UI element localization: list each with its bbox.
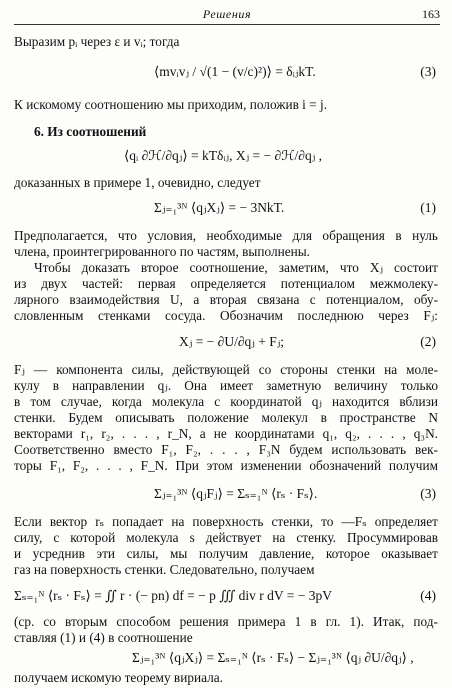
equation-line [14,650,436,670]
text-line: Выразим pᵢ через ε и vᵢ; тогда [14,34,180,49]
equation-line [14,64,436,86]
equation-line [14,200,436,222]
text-line: члена, проинтегрированного по частям, выполнены. [14,244,310,259]
text-line: торы F₁, F₂, . . . , F_N. При этом изменении обозначений получим [14,458,438,473]
equation-formula: Σⱼ₌₁³ᴺ ⟨qⱼFⱼ⟩ = Σₛ₌₁ᴺ ⟨rₛ · Fₛ⟩. [154,486,318,501]
text-line: получаем искомую теорему вириала. [14,670,223,685]
running-title: Решения [202,7,252,21]
text-line: из двух частей: первая определяется потенциалом межмолеку- [14,276,438,291]
equation-number: (3) [420,64,436,79]
running-header [14,6,440,25]
equation-formula: Σⱼ₌₁³ᴺ ⟨qⱼXⱼ⟩ = Σₛ₌₁ᴺ ⟨rₛ · Fₛ⟩ − Σⱼ₌₁³ᴺ ⟨qⱼ ∂U/∂qⱼ⟩ , [132,650,414,665]
equation-formula: ⟨qᵢ ∂ℋ/∂qⱼ⟩ = kTδᵢⱼ, Xⱼ = − ∂ℋ/∂qⱼ , [124,148,323,163]
equation-number: (3) [420,486,436,501]
text-line: силу, с которой молекула s действует на стенку. Просуммировав [14,530,438,545]
equation-formula: Σₛ₌₁ᴺ ⟨rₛ · Fₛ⟩ = ∬ r · (− pn) df = − p ∭ div r dV = − 3pV [14,588,332,603]
text-line: Чтобы доказать второе соотношение, заметим, что Xⱼ состоит [34,260,438,275]
equation-line [14,486,436,508]
text-line: и усреднив эти силы, мы получим давление, которое оказывает [14,546,438,561]
text-line: газ на поверхность стенки. Следовательно, получаем [14,562,315,577]
section-heading: 6. Из соотношений [34,124,147,139]
text-line: кулу в направлении qⱼ. Она имеет заметную величину только [14,378,438,393]
equation-number: (4) [420,588,436,603]
equation-line [14,588,436,610]
equation-number: (2) [420,334,436,349]
text-line: Fⱼ — компонента силы, действующей со стороны стенки на моле- [14,362,438,377]
text-line: ставляя (1) и (4) в соотношение [14,630,193,645]
text-line: доказанных в примере 1, очевидно, следует [14,175,261,190]
equation-formula: Σⱼ₌₁³ᴺ ⟨qⱼXⱼ⟩ = − 3NkT. [154,200,285,215]
text-line: (ср. со вторым способом решения примера 1 в гл. 1). Итак, под- [14,614,438,629]
page-number: 163 [422,7,440,21]
text-line: Если вектор rₛ попадает на поверхность стенки, то —Fₛ определяет [14,514,438,529]
text-line: в том случае, когда молекула с координатой qⱼ находится вблизи [14,394,438,409]
text-line: Соответственно вместо F₁, F₂, . . . , F₃N будем использовать век- [14,442,438,457]
text-line: лярного взаимодействия U, а вторая связана с потенциалом, обу- [14,292,438,307]
text-line: векторами r₁, r₂, . . . , r_N, а не координатами q₁, q₂, . . . , q₃N. [14,426,438,441]
equation-formula: Xⱼ = − ∂U/∂qⱼ + Fⱼ; [179,334,285,349]
equation-line [14,334,436,356]
equation-formula: ⟨mvᵢvⱼ / √(1 − (v/c)²)⟩ = δᵢⱼkT. [154,64,316,79]
text-line: стенки. Будем описывать положение молекул в пространстве N [14,410,438,425]
equation-number: (1) [420,200,436,215]
text-line: Предполагается, что условия, необходимые для обращения в нуль [14,228,438,243]
text-line: К искомому соотношению мы приходим, положив i = j. [14,97,328,112]
text-line: словленным стенками сосуда. Обозначим последнюю через Fⱼ: [14,308,438,323]
equation-line [14,148,436,170]
